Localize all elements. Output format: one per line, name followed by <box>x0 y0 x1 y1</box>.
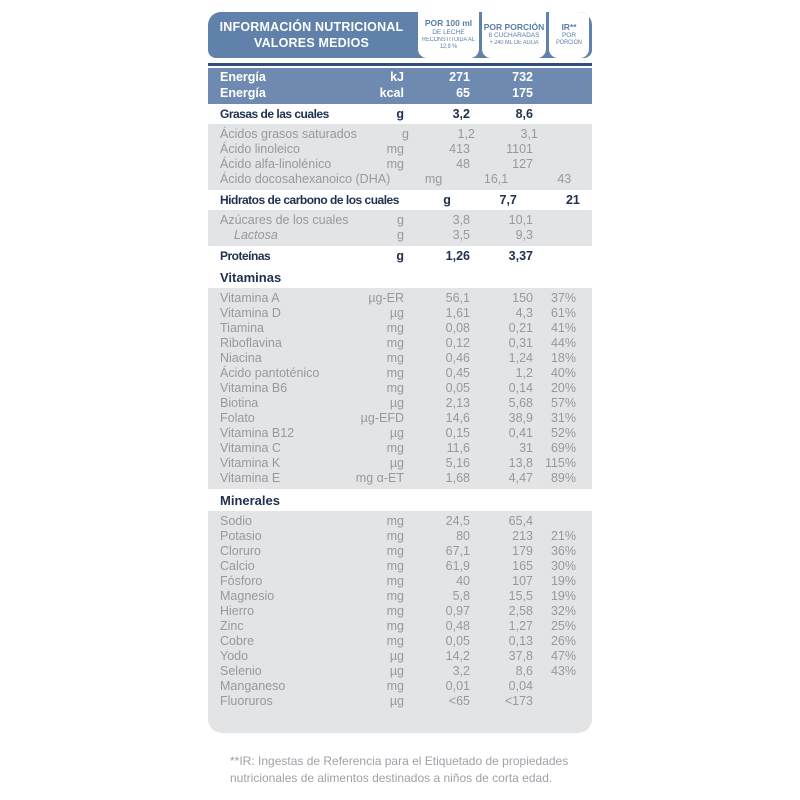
row-value-per-100ml: 3,8 <box>452 213 470 227</box>
row-label: Grasas de las cuales <box>220 107 329 121</box>
row-value-per-100ml: 5,16 <box>445 456 470 470</box>
row-ir-percent: 19% <box>550 574 576 588</box>
row-ir-percent: 43% <box>550 664 576 678</box>
row-value-per-100ml: 80 <box>456 529 470 543</box>
table-row <box>208 619 592 634</box>
table-row <box>208 291 592 306</box>
row-value-per-100ml: 0,46 <box>445 351 470 365</box>
table-row <box>208 228 592 243</box>
row-value-per-portion: 8,6 <box>515 107 533 121</box>
row-label: Zinc <box>220 619 244 633</box>
row-unit: µg <box>389 396 404 410</box>
row-band <box>208 288 592 489</box>
row-label: Hierro <box>220 604 255 618</box>
row-value-per-100ml: 0,12 <box>445 336 470 350</box>
row-value-per-100ml: 48 <box>456 157 470 171</box>
row-unit: mg <box>386 544 404 558</box>
row-unit: g <box>397 213 404 227</box>
row-label: Ácido linoleico <box>220 142 300 156</box>
row-value-per-portion: 65,4 <box>508 514 533 528</box>
table-row <box>208 559 592 574</box>
row-value-per-portion: 9,3 <box>515 228 533 242</box>
row-ir-percent: 47% <box>550 649 576 663</box>
table-row <box>208 381 592 396</box>
row-ir-percent: 21% <box>550 529 576 543</box>
row-unit: mg <box>386 142 404 156</box>
table-row <box>208 104 592 124</box>
row-ir-percent: 69% <box>550 441 576 455</box>
table-header <box>208 12 592 58</box>
row-unit: mg <box>386 381 404 395</box>
row-label: Azúcares de los cuales <box>220 213 349 227</box>
row-unit: mg <box>386 619 404 633</box>
row-unit: mg <box>386 336 404 350</box>
row-value-per-portion: 213 <box>512 529 533 543</box>
row-value-per-portion: 1101 <box>506 142 533 156</box>
table-row-energy-kcal: Energía kcal 65 175 <box>220 86 533 100</box>
section-header <box>208 266 592 288</box>
table-row <box>208 396 592 411</box>
row-ir-percent: 40% <box>550 366 576 380</box>
row-value-per-100ml: 0,05 <box>445 381 470 395</box>
row-label: Vitamina D <box>220 306 281 320</box>
row-ir-percent: 89% <box>550 471 576 485</box>
row-value-per-100ml: 1,2 <box>457 127 475 141</box>
table-row <box>208 604 592 619</box>
row-ir-percent: 25% <box>550 619 576 633</box>
row-unit: mg <box>386 366 404 380</box>
row-value-per-portion: 37,8 <box>508 649 533 663</box>
row-label: Niacina <box>220 351 262 365</box>
row-ir-percent: 57% <box>550 396 576 410</box>
row-value-per-portion: 1,24 <box>508 351 533 365</box>
row-unit: mg <box>386 157 404 171</box>
table-row <box>208 127 592 142</box>
row-value-per-portion: 1,2 <box>515 366 533 380</box>
row-ir-percent: 61% <box>550 306 576 320</box>
row-unit: g <box>396 249 404 263</box>
table-row <box>208 529 592 544</box>
row-label: Vitamina B6 <box>220 381 288 395</box>
row-unit: mg <box>386 574 404 588</box>
row-unit: mg <box>424 172 443 186</box>
row-unit: mg <box>386 559 404 573</box>
row-label: Fluoruros <box>220 694 273 708</box>
row-label: Sodio <box>220 514 252 528</box>
table-row <box>208 336 592 351</box>
row-value-per-portion: 0,14 <box>508 381 533 395</box>
row-value-per-100ml: 14,6 <box>445 411 470 425</box>
row-value-per-100ml: <65 <box>448 694 470 708</box>
row-value-per-100ml: 3,2 <box>452 664 470 678</box>
row-label: Biotina <box>220 396 259 410</box>
row-label: Vitamina E <box>220 471 281 485</box>
table-row <box>208 574 592 589</box>
row-value-per-100ml: 0,08 <box>445 321 470 335</box>
table-row <box>208 246 592 266</box>
table-row <box>208 456 592 471</box>
row-value-per-portion: 3,37 <box>508 249 533 263</box>
row-value-per-portion: 13,8 <box>508 456 533 470</box>
row-value-per-100ml: 3,5 <box>452 228 470 242</box>
table-row <box>208 694 592 709</box>
row-unit: g <box>396 107 404 121</box>
row-value-per-100ml: 67,1 <box>445 544 470 558</box>
row-label: Manganeso <box>220 679 286 693</box>
column-header-ir: IR** POR PORCIÓN <box>549 12 589 58</box>
row-value-per-100ml: 1,68 <box>445 471 470 485</box>
row-unit: µg <box>389 426 404 440</box>
row-value-per-100ml: 3,2 <box>452 107 470 121</box>
row-ir-percent: 30% <box>550 559 576 573</box>
row-value-per-portion: 4,47 <box>508 471 533 485</box>
row-ir-percent: 26% <box>550 634 576 648</box>
row-value-per-portion: 127 <box>512 157 533 171</box>
row-label: Tiamina <box>220 321 264 335</box>
row-label: Potasio <box>220 529 262 543</box>
table-row <box>208 142 592 157</box>
row-label: Vitamina B12 <box>220 426 295 440</box>
row-label: Vitamina K <box>220 456 281 470</box>
row-value-per-portion: 10,1 <box>508 213 533 227</box>
row-unit: g <box>397 228 404 242</box>
row-value-per-portion: 43 <box>557 172 572 186</box>
row-unit: mg <box>386 321 404 335</box>
row-value-per-100ml: 56,1 <box>445 291 470 305</box>
row-label: Selenio <box>220 664 262 678</box>
row-unit: µg <box>389 649 404 663</box>
row-value-per-portion: 21 <box>565 193 580 207</box>
row-value-per-100ml: 0,48 <box>445 619 470 633</box>
table-row-energy-kj: Energía kJ 271 732 <box>220 70 533 84</box>
row-unit: mg <box>386 634 404 648</box>
table-row <box>208 664 592 679</box>
row-unit: g <box>443 193 451 207</box>
row-ir-percent: 31% <box>550 411 576 425</box>
row-value-per-portion: 2,58 <box>508 604 533 618</box>
table-row <box>208 441 592 456</box>
row-value-per-portion: 0,21 <box>508 321 533 335</box>
row-unit: mg α-ET <box>355 471 404 485</box>
row-value-per-100ml: 61,9 <box>445 559 470 573</box>
table-row <box>208 321 592 336</box>
table-title-line1: INFORMACIÓN NUTRICIONAL <box>219 19 404 34</box>
section-header <box>208 489 592 511</box>
row-value-per-portion: 165 <box>512 559 533 573</box>
row-unit: mg <box>386 351 404 365</box>
table-body <box>208 104 592 733</box>
row-value-per-100ml: 5,8 <box>452 589 470 603</box>
row-unit: µg <box>389 664 404 678</box>
row-band <box>208 511 592 733</box>
row-band <box>208 124 592 190</box>
table-title-line2: VALORES MEDIOS <box>253 36 370 50</box>
row-unit: mg <box>386 679 404 693</box>
column-header-per-100ml: POR 100 ml DE LECHE RECONSTITUIDA AL 12,9 % <box>418 12 479 58</box>
row-value-per-portion: 150 <box>512 291 533 305</box>
table-row <box>208 157 592 172</box>
row-ir-percent: 19% <box>550 589 576 603</box>
row-value-per-portion: 107 <box>512 574 533 588</box>
row-ir-percent: 44% <box>550 336 576 350</box>
table-row <box>208 306 592 321</box>
nutrition-table <box>208 12 592 787</box>
row-unit: µg <box>389 456 404 470</box>
row-ir-percent: 52% <box>550 426 576 440</box>
row-unit: mg <box>386 514 404 528</box>
row-value-per-100ml: 0,45 <box>445 366 470 380</box>
row-ir-percent: 115% <box>544 456 576 470</box>
table-row <box>208 589 592 604</box>
row-value-per-100ml: 1,61 <box>445 306 470 320</box>
row-ir-percent: 36% <box>550 544 576 558</box>
row-value-per-100ml: 14,2 <box>445 649 470 663</box>
row-unit: µg <box>389 694 404 708</box>
row-label: Calcio <box>220 559 255 573</box>
row-label: Ácidos grasos saturados <box>220 127 357 141</box>
row-ir-percent: 18% <box>550 351 576 365</box>
row-label: Hidratos de carbono de los cuales <box>220 193 399 207</box>
row-value-per-portion: 3,1 <box>520 127 538 141</box>
row-value-per-portion: 0,41 <box>508 426 533 440</box>
row-value-per-portion: 1,27 <box>508 619 533 633</box>
row-band <box>208 210 592 246</box>
row-ir-percent: 32% <box>550 604 576 618</box>
table-row <box>208 411 592 426</box>
row-value-per-portion: 179 <box>512 544 533 558</box>
row-value-per-portion: 31 <box>519 441 533 455</box>
table-title <box>208 12 415 58</box>
row-value-per-100ml: 11,6 <box>446 441 470 455</box>
ir-footnote: **IR: Ingestas de Referencia para el Etiquetado de propiedades nutricionales de alimentos destinados a niños de corta edad. <box>230 754 569 785</box>
row-value-per-100ml: 1,26 <box>445 249 470 263</box>
table-row <box>208 544 592 559</box>
table-row <box>208 426 592 441</box>
row-unit: mg <box>386 589 404 603</box>
row-label: Vitamina C <box>220 441 281 455</box>
section-label: Vitaminas <box>220 270 282 285</box>
row-label: Vitamina A <box>220 291 280 305</box>
row-value-per-100ml: 16,1 <box>483 172 509 186</box>
row-value-per-portion: 5,68 <box>508 396 533 410</box>
row-ir-percent: 37% <box>550 291 576 305</box>
row-value-per-100ml: 0,97 <box>445 604 470 618</box>
row-ir-percent: 41% <box>550 321 576 335</box>
table-row <box>208 213 592 228</box>
row-label: Cloruro <box>220 544 261 558</box>
column-header-per-portion: POR PORCIÓN 8 CUCHARADAS + 240 ML DE AGUA <box>482 12 546 58</box>
row-label: Folato <box>220 411 255 425</box>
row-label: Ácido pantoténico <box>220 366 320 380</box>
row-label: Fósforo <box>220 574 263 588</box>
table-row <box>208 634 592 649</box>
row-value-per-portion: 15,5 <box>508 589 533 603</box>
table-row <box>208 471 592 486</box>
section-label: Minerales <box>220 493 280 508</box>
header-divider <box>208 63 592 66</box>
table-row <box>208 366 592 381</box>
table-row <box>208 351 592 366</box>
row-unit: mg <box>386 529 404 543</box>
row-label: Ácido docosahexanoico (DHA) <box>220 172 391 186</box>
row-value-per-portion: 0,31 <box>508 336 533 350</box>
row-unit: µg-ER <box>368 291 404 305</box>
table-row <box>208 649 592 664</box>
row-unit: µg-EFD <box>360 411 404 425</box>
row-value-per-portion: <173 <box>504 694 533 708</box>
row-label: Yodo <box>220 649 249 663</box>
row-unit: µg <box>389 306 404 320</box>
row-value-per-portion: 0,13 <box>508 634 533 648</box>
row-value-per-100ml: 2,13 <box>445 396 470 410</box>
energy-bar <box>208 68 592 104</box>
row-unit: g <box>401 127 409 141</box>
row-value-per-portion: 38,9 <box>508 411 533 425</box>
row-value-per-100ml: 0,15 <box>445 426 470 440</box>
row-label: Cobre <box>220 634 255 648</box>
row-value-per-portion: 0,04 <box>508 679 533 693</box>
row-label: Riboflavina <box>220 336 282 350</box>
table-row <box>208 514 592 529</box>
row-label: Lactosa <box>234 228 278 242</box>
row-value-per-100ml: 413 <box>449 142 470 156</box>
row-value-per-portion: 8,6 <box>515 664 533 678</box>
row-value-per-portion: 4,3 <box>515 306 533 320</box>
row-value-per-100ml: 7,7 <box>499 193 517 207</box>
row-value-per-100ml: 24,5 <box>445 514 470 528</box>
row-value-per-100ml: 0,01 <box>445 679 470 693</box>
table-row <box>208 190 592 210</box>
row-value-per-100ml: 40 <box>456 574 470 588</box>
table-row <box>208 679 592 694</box>
row-unit: mg <box>386 441 404 455</box>
row-ir-percent: 20% <box>550 381 576 395</box>
row-label: Proteínas <box>220 249 271 263</box>
row-label: Magnesio <box>220 589 275 603</box>
row-unit: mg <box>386 604 404 618</box>
table-row <box>208 172 592 187</box>
row-label: Ácido alfa-linolénico <box>220 157 332 171</box>
row-value-per-100ml: 0,05 <box>445 634 470 648</box>
